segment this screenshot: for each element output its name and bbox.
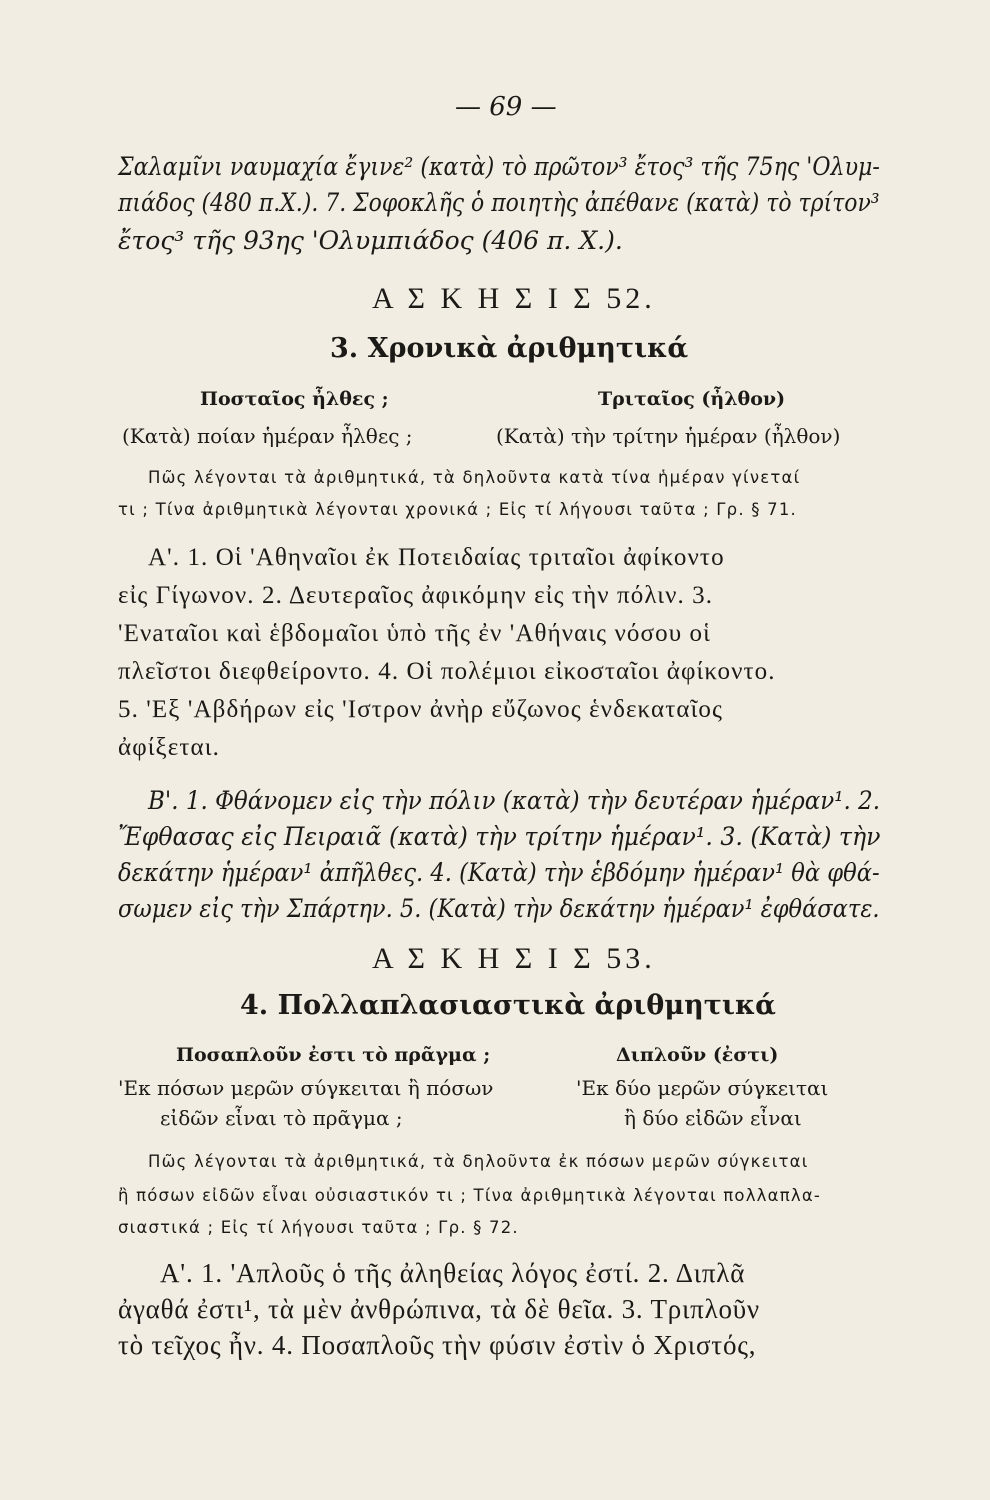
part-a-line: πλεῖστοι διεφθείροντο. 4. Οἱ πολέμιοι εἰκοσταῖοι ἀφίκοντο. [118,658,776,685]
question-line: ἢ πόσων εἰδῶν εἶναι οὐσιαστικόν τι ; Τίνα ἀριθμητικὰ λέγονται πολλαπλα- [118,1186,822,1205]
part-a-line: ἀφίξεται. [118,734,220,761]
part-a-line: εἰς Γίγωνον. 2. Δευτεραῖος ἀφικόμην εἰς τὴν πόλιν. 3. [118,582,714,609]
left-column-text: 'Εκ πόσων μερῶν σύγκειται ἢ πόσων [118,1076,494,1100]
exercise-52-title: Α Σ Κ Η Σ Ι Σ 52. [372,282,656,315]
part-b-line: Ἔφθασας εἰς Πειραιᾶ (κατὰ) τὴν τρίτην ἡμέραν¹. 3. (Κατὰ) τὴν [118,822,881,851]
intro-line: πιάδος (480 π.Χ.). 7. Σοφοκλῆς ὁ ποιητὴς ἀπέθανε (κατὰ) τὸ τρίτον³ [118,188,880,217]
question-line: σιαστικά ; Εἰς τί λήγουσι ταῦτα ; Γρ. § 72. [118,1218,519,1237]
right-column-heading: Τριταῖος (ἦλθον) [598,388,786,410]
part-a-line: τὸ τεῖχος ἦν. 4. Ποσαπλοῦς τὴν φύσιν ἐστὶν ὁ Χριστός, [118,1330,757,1360]
part-a-line: Α'. 1. 'Απλοῦς ὁ τῆς ἀληθείας λόγος ἐστί. 2. Διπλᾶ [160,1258,746,1288]
left-column-heading: Ποσαπλοῦν ἐστι τὸ πρᾶγμα ; [176,1044,491,1066]
part-a-line: 'Ενаταῖοι καὶ ἑβδομαῖοι ὑπὸ τῆς ἐν 'Αθήναις νόσου οἱ [118,620,711,647]
exercise-53-subtitle: 4. Πολλαπλασιαστικὰ ἀριθμητικά [240,990,776,1021]
part-a-line: Α'. 1. Οἱ 'Αθηναῖοι ἐκ Ποτειδαίας τριταῖοι ἀφίκοντο [148,544,725,571]
exercise-53-title: Α Σ Κ Η Σ Ι Σ 53. [372,942,656,975]
part-b-line: Β'. 1. Φθάνομεν εἰς τὴν πόλιν (κατὰ) τὴν δευτέραν ἡμέραν¹. 2. [148,786,881,815]
page-number: — 69 — [455,92,557,122]
question-line: Πῶς λέγονται τὰ ἀριθμητικά, τὰ δηλοῦντα κατὰ τίνα ἡμέραν γίνεταί [148,468,801,487]
question-line: τι ; Τίνα ἀριθμητικὰ λέγονται χρονικά ; Εἰς τί λήγουσι ταῦτα ; Γρ. § 71. [118,500,797,519]
left-column-heading: Ποσταῖος ἦλθες ; [200,388,389,410]
left-column-text: (Κατὰ) ποίαν ἡμέραν ἦλθες ; [122,424,413,448]
right-column-text: (Κατὰ) τὴν τρίτην ἡμέραν (ἦλθον) [496,424,841,448]
exercise-52-subtitle: 3. Χρονικὰ ἀριθμητικά [330,333,689,364]
right-column-text: ἢ δύο εἰδῶν εἶναι [624,1106,802,1130]
intro-line: Σαλαμῖνι ναυμαχία ἔγινε² (κατὰ) τὸ πρῶτον³ ἔτος³ τῆς 75ης 'Ολυμ- [118,152,880,181]
part-a-line: 5. 'Εξ 'Αβδήρων εἰς 'Ιστρον ἀνὴρ εὔζωνος ἑνδεκαταῖος [118,696,724,723]
part-b-line: δεκάτην ἡμέραν¹ ἀπῆλθες. 4. (Κατὰ) τὴν ἑβδόμην ἡμέραν¹ θὰ φθά- [118,858,880,887]
intro-line: ἔτος³ τῆς 93ης 'Ολυμπιάδος (406 π. Χ.). [118,226,623,255]
left-column-text: εἰδῶν εἶναι τὸ πρᾶγμα ; [160,1106,403,1130]
part-b-line: σωμεν εἰς τὴν Σπάρτην. 5. (Κατὰ) τὴν δεκάτην ἡμέραν¹ ἐφθάσατε. [118,894,880,923]
part-a-line: ἀγαθά ἐστι¹, τὰ μὲν ἀνθρώπινα, τὰ δὲ θεῖα. 3. Τριπλοῦν [118,1294,760,1324]
right-column-text: 'Εκ δύο μερῶν σύγκειται [576,1076,829,1100]
question-line: Πῶς λέγονται τὰ ἀριθμητικά, τὰ δηλοῦντα ἐκ πόσων μερῶν σύγκειται [148,1152,809,1171]
right-column-heading: Διπλοῦν (ἐστι) [616,1044,779,1066]
